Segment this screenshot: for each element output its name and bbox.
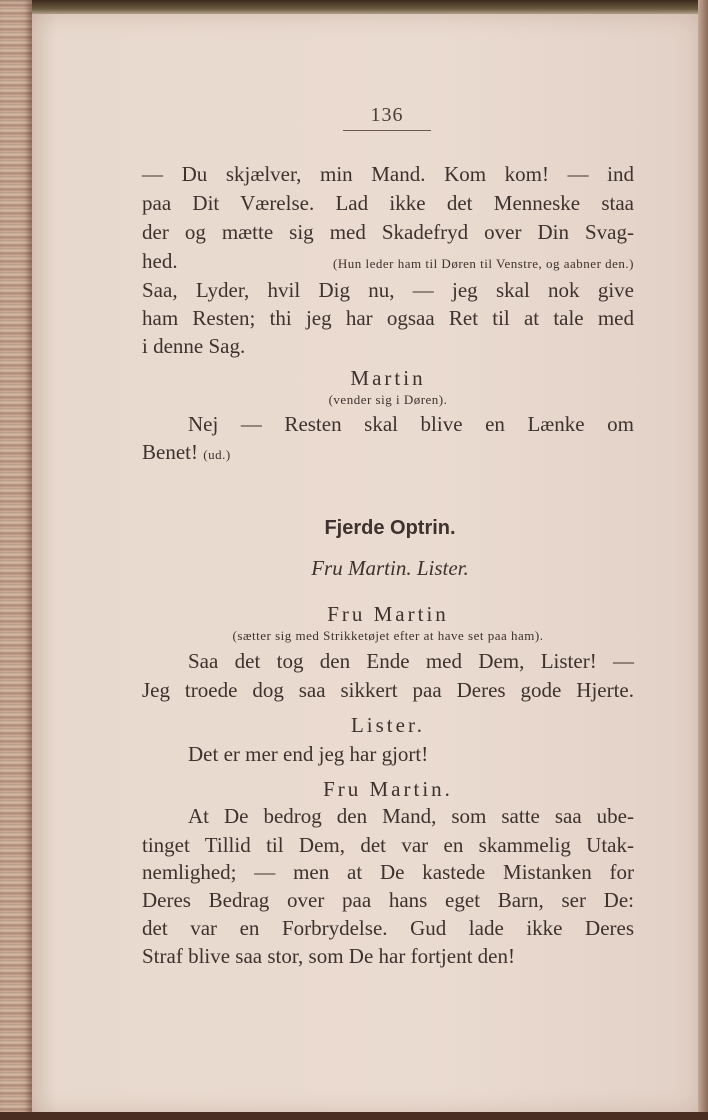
text-line: Saa, Lyder, hvil Dig nu, — jeg skal nok give — [142, 278, 634, 302]
page-number: 136 — [343, 104, 431, 131]
text-line: ham Resten; thi jeg har ogsaa Ret til at tale med — [142, 306, 634, 330]
scene-cast: Fru Martin. Lister. — [311, 556, 469, 580]
text-line — [142, 438, 634, 466]
text-line: der og mætte sig med Skadefryd over Din Svag- — [142, 220, 634, 244]
text-line: nemlighed; — men at De kastede Mistanken for — [142, 860, 634, 884]
text-line: tinget Tillid til Dem, det var en skammelig Utak- — [142, 833, 634, 857]
text-line: Jeg troede dog saa sikkert paa Deres gode Hjerte. — [142, 678, 634, 702]
text-segment: hed. — [142, 249, 178, 273]
text-line: Deres Bedrag over paa hans eget Barn, ser De: — [142, 888, 634, 912]
speaker-name: Fru Martin. — [323, 777, 453, 801]
text-line: At De bedrog den Mand, som satte saa ube- — [188, 804, 634, 828]
text-line: Nej — Resten skal blive en Lænke om — [188, 412, 634, 436]
stage-direction: (sætter sig med Strikketøjet efter at have set paa ham). — [232, 628, 544, 643]
speaker-name: Martin — [350, 366, 426, 390]
scene-heading: Fjerde Optrin. — [324, 517, 456, 539]
bottom-edge — [0, 1112, 708, 1120]
stage-direction: (ud.) — [203, 447, 231, 462]
text-line: Straf blive saa stor, som De har fortjent den! — [142, 944, 515, 968]
text-segment: Benet! — [142, 440, 198, 464]
text-line: Saa det tog den Ende med Dem, Lister! — — [188, 649, 634, 673]
speaker-name: Fru Martin — [327, 602, 449, 626]
book-binding — [0, 0, 32, 1120]
stage-direction: (vender sig i Døren). — [328, 392, 448, 407]
text-line — [142, 247, 634, 275]
text-line: i denne Sag. — [142, 334, 246, 358]
right-edge — [698, 0, 708, 1120]
text-line: — Du skjælver, min Mand. Kom kom! — ind — [142, 162, 634, 186]
text-line: paa Dit Værelse. Lad ikke det Menneske staa — [142, 191, 634, 215]
text-line: det var en Forbrydelse. Gud lade ikke Deres — [142, 916, 634, 940]
stage-direction: (Hun leder ham til Døren til Venstre, og aabner den.) — [333, 256, 634, 271]
text-line: Det er mer end jeg har gjort! — [188, 742, 429, 766]
speaker-name: Lister. — [350, 713, 426, 737]
